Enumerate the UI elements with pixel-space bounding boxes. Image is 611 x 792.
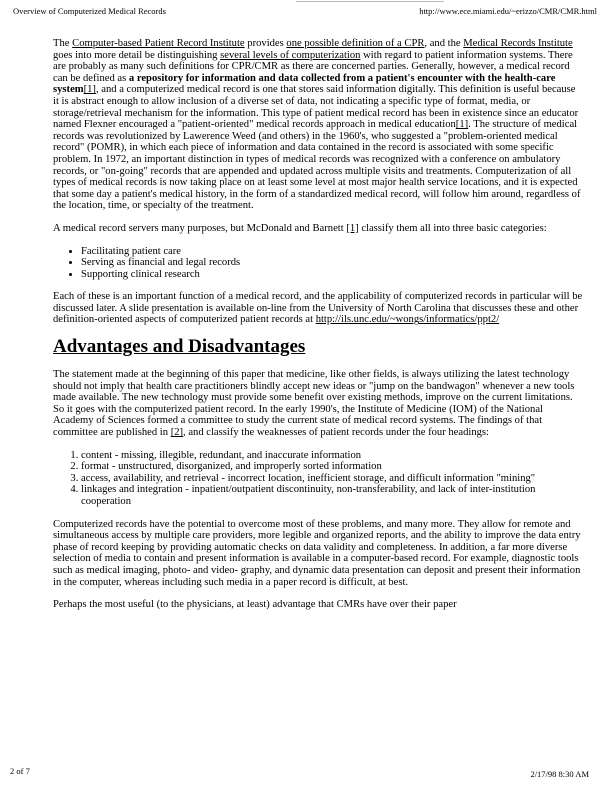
- unc-slides-link[interactable]: http://ils.unc.edu/~wongs/informatics/ppt2/: [315, 314, 500, 326]
- weaknesses-list: [53, 450, 583, 508]
- iom-paragraph: The statement made at the beginning of this paper that medicine, like other fields, is always utilizing the latest technology should not imply that health care practitioners blindly accept new ideas or "jump on the bandwagon" whenever a new tools made available. The new technology must provide some benefit over existing methods, improve on the current limitations. So it goes with the computerized patient record. In the early 1990's, the Institute of Medicine (IOM) of the National Academy of Sciences formed a committee to study the current state of medical record systems. The findings of that committee are published in [2], and classify the weaknesses of patient records under the four headings:: [53, 369, 575, 439]
- list-item: 1. content - missing, illegible, redundant, and inaccurate information: [81, 450, 583, 462]
- reference-link-2[interactable]: [2]: [170, 427, 184, 439]
- cpri-link[interactable]: Computer-based Patient Record Institute: [72, 38, 245, 49]
- list-item: 2. format - unstructured, disorganized, and improperly sorted information: [81, 461, 583, 473]
- reference-link-1[interactable]: [1]: [83, 84, 96, 96]
- reference-link-1c[interactable]: [1]: [346, 222, 359, 234]
- section-heading: Advantages and Disadvantages: [53, 336, 306, 358]
- page-header-title: Overview of Computerized Medical Records: [13, 6, 166, 16]
- page-header-url: http://www.ece.miami.edu/~erizzo/CMR/CMR.html: [419, 6, 597, 16]
- cpr-definition-link[interactable]: one possible definition of a CPR: [286, 38, 425, 49]
- reference-link-1b[interactable]: [1]: [455, 119, 469, 131]
- list-item: 3. access, availability, and retrieval - incorrect location, inefficient storage, and difficult information "mining": [81, 473, 583, 485]
- levels-of-computerization-link[interactable]: several levels of computerization: [220, 49, 361, 61]
- definition-paragraph: The Computer-based Patient Record Institute provides one possible definition of a CPR, and the Medical Records Institute goes into more detail be distinguishing several levels of computerization with regard to patient information systems. There are probably as many such definitions for CPR/CMR as there are concerned parties. Generally, however, a medical record can be defined as a repository for information and data collected from a patient's encounter with the health-care system[1], and a computerized medical record is one that stores said information digitally. This definition is useful because it is abstract enough to allow inclusion of a diverse set of data, not indicating a specific type of format, media, or storage/retrieval mechanism for the information. This type of patient medical record has been in existence since an educator named Flexner encouraged a "patient-oriented" medical records approach in medical education[1]. The structure of medical records was revolutionized by Lawerence Weed (and others) in the 1960's, who suggested a "problem-oriented medical record" (POMR), in which each piece of information and data contained in the record is associated with some specific problem. In 1972, an important distinction in types of medical records was recognized with a conference on ambulatory records, or "on-going" records that are appended and updated across multiple visits and treatments. Computerization of all types of medical records is now taking place on at least some level at most major health service locations, and it is expected that some day a patient's medical history, in the form of a standardized medical record, will follow him around, regardless of the location, time, or specialty of the treatment.: [53, 38, 581, 212]
- list-item: 4. linkages and integration - inpatient/outpatient discontinuity, non-transferability, and lack of inter-institution cooperation: [81, 484, 583, 507]
- list-item: • Supporting clinical research: [81, 269, 583, 281]
- purposes-intro-paragraph: A medical record servers many purposes, but McDonald and Barnett [1] classify them all into three basic categories:: [53, 222, 547, 234]
- computerized-advantages-paragraph: Computerized records have the potential to overcome most of these problems, and many more. They allow for remote and simultaneous access by multiple care providers, more legible and organized reports, and the ability to improve the data entry phase of record keeping by providing automatic checks on data validity and completeness. In addition, a far more diverse selection of media to contain and present information is available in a computer-based record. For example, diagnostic tools such as medical imaging, photo- and video- graphy, and dynamic data presentation can deposit and present their information in the computer, whereas including such media in a paper record is difficult, at best.: [53, 518, 581, 588]
- definition-bold: a repository for information and data collected from a patient's encounter with the health-care system: [53, 72, 556, 96]
- list-item: • Facilitating patient care: [81, 246, 583, 258]
- list-item: • Serving as financial and legal records: [81, 257, 583, 269]
- page-number: 2 of 7: [10, 766, 30, 776]
- slide-presentation-paragraph: Each of these is an important function of a medical record, and the applicability of computerized records in particular will be discussed later. A slide presentation is available on-line from the University of North Carolina that discusses these and other definition-oriented aspects of computerized patient records at http://ils.unc.edu/~wongs/informatics/ppt2/: [53, 291, 583, 326]
- purposes-list: [53, 246, 583, 281]
- header-rule: [296, 1, 444, 2]
- document-body: [53, 38, 583, 622]
- print-datetime: 2/17/98 8:30 AM: [530, 769, 589, 779]
- medical-records-institute-link[interactable]: Medical Records Institute: [463, 38, 573, 49]
- physician-advantage-paragraph: Perhaps the most useful (to the physicians, at least) advantage that CMRs have over their paper: [53, 599, 457, 611]
